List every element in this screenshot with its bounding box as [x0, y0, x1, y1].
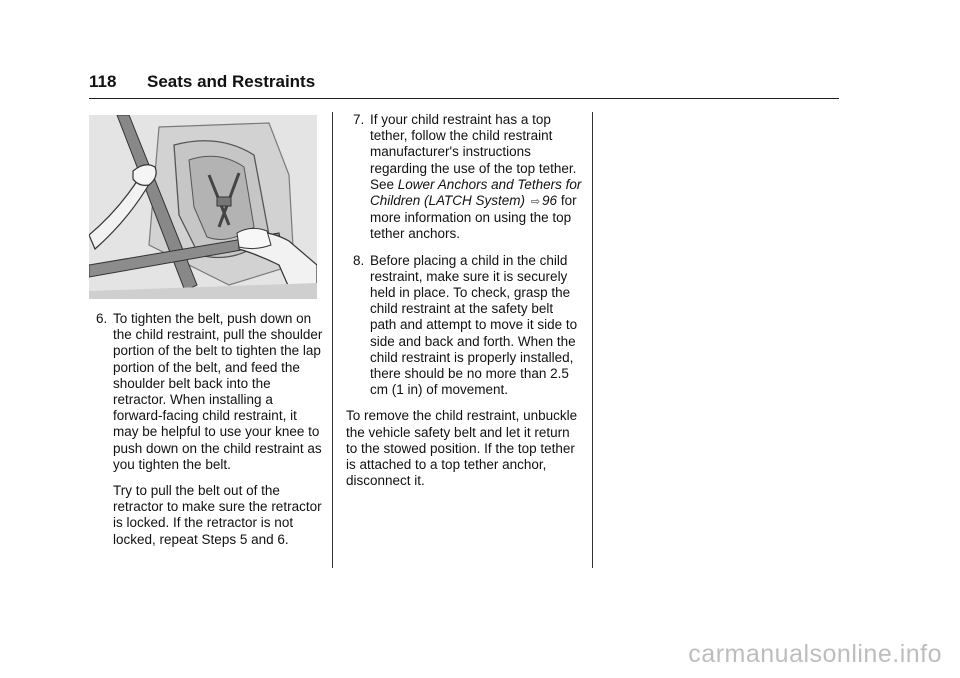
section-title: Seats and Restraints	[147, 72, 316, 91]
step-8	[346, 253, 582, 399]
column-divider-right	[592, 112, 593, 568]
step-8-text: Before placing a child in the child restraint, make sure it is securely held in place. To check, grasp the child restraint at the safety belt path and attempt to move it side to side and back and forth. When the child restraint is properly installed, there should be no more than 2.5 cm (1 in) of movement.	[370, 252, 578, 398]
step-8-number: 8.	[353, 252, 365, 268]
step-7-text: If your child restraint has a top tether, follow the child restraint manufacturer's instructions regarding the use of the top tether. See	[370, 112, 577, 192]
watermark-text: carmanualsonline.info	[688, 640, 942, 668]
reference-page-number[interactable]: 96	[542, 193, 558, 209]
step-7-text-after: for more information on using the top tether anchors.	[370, 193, 577, 242]
car-seat-illustration-svg	[89, 115, 317, 299]
page-reference-icon: ⇨	[530, 196, 541, 209]
page-number: 118	[89, 72, 117, 91]
step-7-number: 7.	[353, 112, 365, 127]
latch-reference-link[interactable]: Lower Anchors and Tethers for Children (LATCH System)	[370, 176, 582, 209]
right-column	[346, 112, 582, 489]
column-divider-left	[332, 112, 333, 568]
page-header	[89, 72, 839, 92]
header-rule	[89, 98, 839, 99]
step-6-text: To tighten the belt, push down on the child restraint, pull the shoulder portion of the belt to tighten the lap portion of the belt, and feed the shoulder belt back into the retractor. When installing a forward-facing child restraint, it may be helpful to use your knee to push down on the child restraint as you tighten the belt.	[113, 311, 323, 472]
step-6-continuation: Try to pull the belt out of the retractor to make sure the retractor is locked. If the retractor is not locked, repeat Steps 5 and 6.	[113, 483, 322, 547]
closing-paragraph: To remove the child restraint, unbuckle the vehicle safety belt and let it return to the stowed position. If the top tether is attached to a top tether anchor, disconnect it.	[346, 408, 578, 489]
step-6-number: 6.	[96, 311, 108, 326]
step-6	[89, 311, 325, 473]
car-seat-illustration	[89, 115, 317, 299]
step-7	[346, 112, 582, 243]
left-column	[89, 311, 325, 548]
